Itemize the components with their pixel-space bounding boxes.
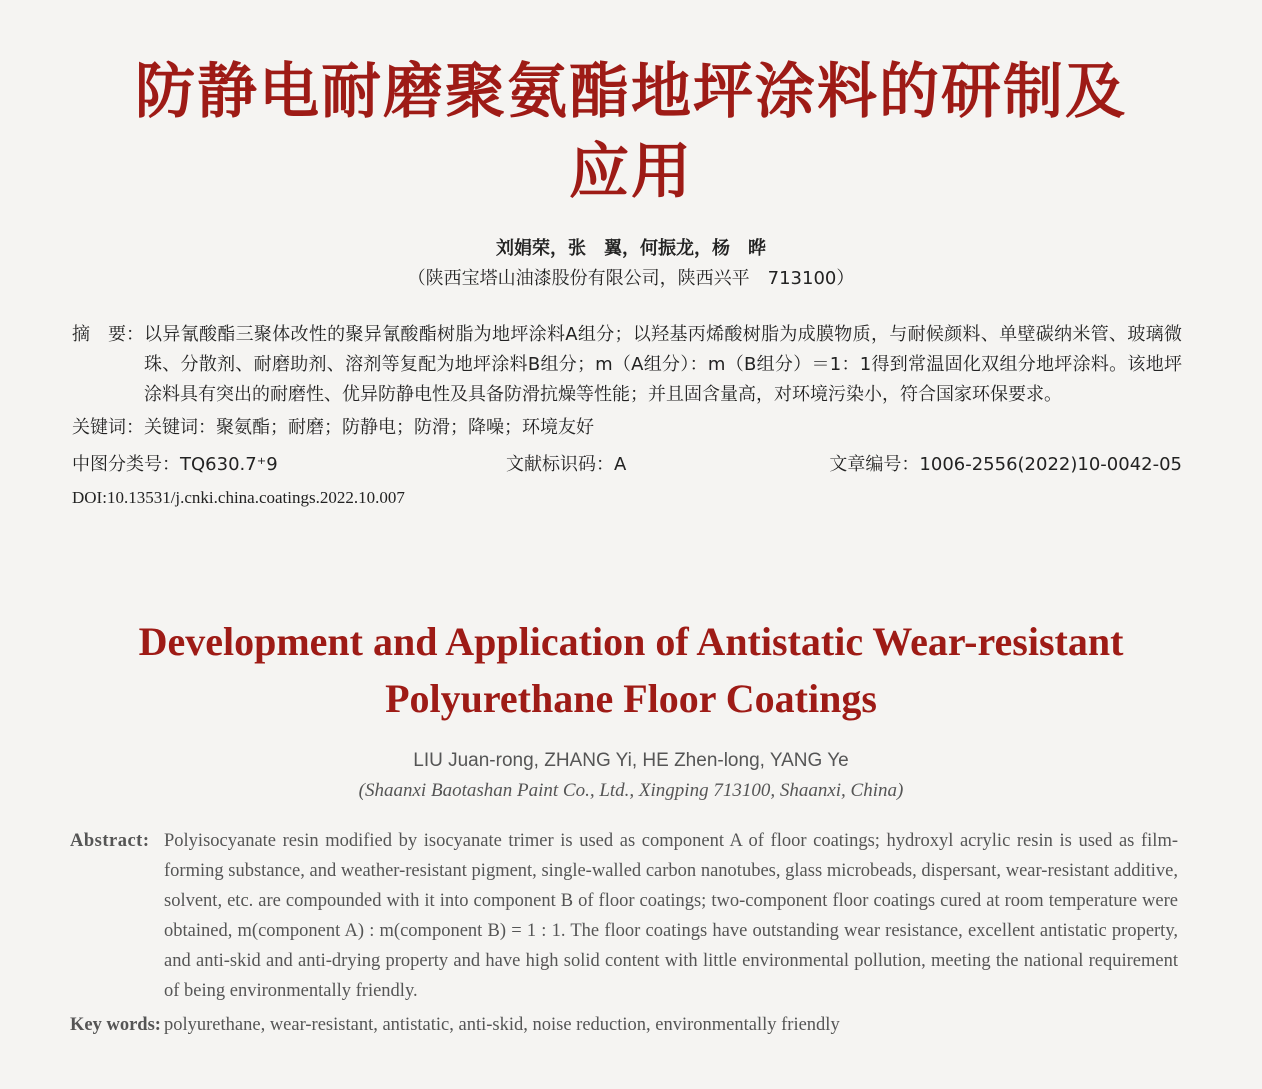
chinese-abstract-text: 以异氰酸酯三聚体改性的聚异氰酸酯树脂为地坪涂料A组分；以羟基丙烯酸树脂为成膜物质，与耐候颜料、单壁碳纳米管、玻璃微珠、分散剂、耐磨助剂、溶剂等复配为地坪涂料B组分；m（A组分）：m（B组分）＝1：1得到常温固化双组分地坪涂料。该地坪涂料具有突出的耐磨性、优异防静电性及具备防滑抗燥等性能；并且固含量高，对环境污染小，符合国家环保要求。 [144, 324, 1182, 405]
english-title [60, 613, 1202, 727]
chinese-authors: 刘娟荣，张 翼，何振龙，杨 晔 [496, 238, 766, 259]
chinese-abstract-label: 摘 要： [72, 324, 144, 345]
doi: DOI:10.13531/j.cnki.china.coatings.2022.10.007 [72, 488, 405, 507]
english-keywords-text: polyurethane, wear-resistant, antistatic, anti-skid, noise reduction, environmentally friendly [164, 1015, 840, 1035]
chinese-keywords: 关键词：关键词：聚氨酯；耐磨；防静电；防滑；降噪；环境友好 [72, 417, 594, 438]
chinese-title [60, 52, 1202, 212]
article-number: 文章编号：1006-2556(2022)10-0042-05 [829, 454, 1182, 475]
clc-number: 中图分类号：TQ630.7⁺9 [72, 454, 278, 475]
english-affiliation: (Shaanxi Baotashan Paint Co., Ltd., Xingping 713100, Shaanxi, China) [358, 780, 904, 801]
document-code: 文献标识码：A [506, 454, 627, 475]
english-authors: LIU Juan-rong, ZHANG Yi, HE Zhen-long, YANG Ye [413, 750, 849, 771]
chinese-affiliation: （陕西宝塔山油漆股份有限公司，陕西兴平 713100） [407, 268, 855, 289]
chinese-classification-row [72, 451, 1182, 479]
english-title-line2: Polyurethane Floor Coatings [385, 676, 877, 721]
english-abstract-text: Polyisocyanate resin modified by isocyanate trimer is used as component A of floor coatings; hydroxyl acrylic resin is used as film-forming substance, and weather-resistant pigment, single-walled carbon nanotubes, glass microbeads, dispersant, wear-resistant additive, solvent, etc. are compounded with it into component B of floor coatings; two-component floor coatings cured at room temperature were obtained, m(component A) : m(component B) = 1 : 1. The floor coatings have outstanding wear resistance, excellent antistatic property, and anti-skid and anti-drying property and have high solid content with little environmental pollution, meeting the national requirement of being environmentally friendly. [164, 831, 1178, 1001]
english-title-line1: Development and Application of Antistatic Wear-resistant [138, 619, 1124, 664]
chinese-title-line2: 应用 [569, 137, 693, 207]
english-abstract-label: Abstract: [70, 831, 150, 851]
chinese-abstract [72, 320, 1182, 410]
chinese-title-line1: 防静电耐磨聚氨酯地坪涂料的研制及 [135, 57, 1127, 127]
english-keywords-label: Key words: [70, 1015, 161, 1035]
english-abstract [70, 826, 1178, 1006]
english-keywords [70, 1011, 840, 1039]
